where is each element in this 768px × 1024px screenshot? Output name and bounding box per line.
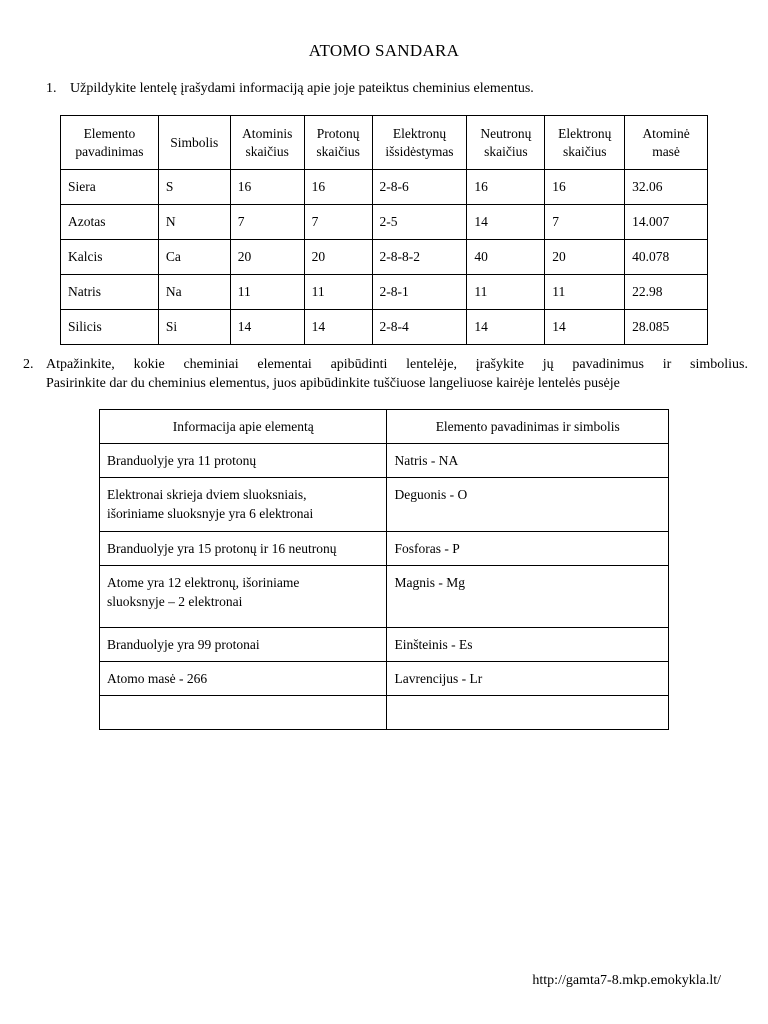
table-row: [61, 205, 708, 240]
table-cell: 2-8-6: [372, 170, 467, 205]
info-cell: Elektronai skrieja dviem sluoksniais, išoriniame sluoksnyje yra 6 elektronai: [100, 478, 387, 532]
table-cell: Na: [158, 275, 230, 310]
footer-url[interactable]: http://gamta7-8.mkp.emokykla.lt/: [532, 973, 721, 988]
header-cell: Atominė masė: [625, 116, 708, 170]
table-row: [100, 628, 669, 662]
table-cell: 14: [304, 310, 372, 345]
table-cell: 16: [230, 170, 304, 205]
table-row: [100, 478, 669, 532]
table-cell: 20: [304, 240, 372, 275]
table-cell: Ca: [158, 240, 230, 275]
table-row: [61, 275, 708, 310]
page-title: ATOMO SANDARA: [308, 41, 460, 60]
identification-table-header: [100, 410, 669, 444]
answer-cell[interactable]: Einšteinis - Es: [387, 628, 669, 662]
header-cell: Elemento pavadinimas ir simbolis: [387, 410, 669, 444]
info-cell: Branduolyje yra 15 protonų ir 16 neutronų: [100, 532, 387, 566]
elements-table: [60, 115, 708, 345]
table-cell: 20: [545, 240, 625, 275]
table-row: [100, 662, 669, 696]
header-cell: Simbolis: [158, 116, 230, 170]
table-cell: Siera: [61, 170, 159, 205]
table-cell: 2-5: [372, 205, 467, 240]
table-row: [100, 532, 669, 566]
table-row: [100, 444, 669, 478]
question-2: [23, 355, 748, 393]
table-cell: 14: [467, 310, 545, 345]
table-row: [100, 566, 669, 628]
answer-cell[interactable]: Lavrencijus - Lr: [387, 662, 669, 696]
header-cell: Elemento pavadinimas: [61, 116, 159, 170]
table-cell: 11: [467, 275, 545, 310]
answer-cell[interactable]: Fosforas - P: [387, 532, 669, 566]
info-cell[interactable]: [100, 696, 387, 730]
table-cell: Azotas: [61, 205, 159, 240]
question-1-text: Užpildykite lentelę įrašydami informaciją apie joje pateiktus cheminius elementus.: [70, 81, 534, 96]
table-cell: 2-8-1: [372, 275, 467, 310]
question-1-number: 1.: [46, 81, 57, 96]
table-cell: 40.078: [625, 240, 708, 275]
table-row: [61, 170, 708, 205]
table-cell: 2-8-8-2: [372, 240, 467, 275]
table-cell: 14: [230, 310, 304, 345]
table-cell: 11: [545, 275, 625, 310]
table-cell: 20: [230, 240, 304, 275]
question-2-number: 2.: [23, 357, 34, 372]
question-2-line-1: Atpažinkite, kokie cheminiai elementai apibūdinti lentelėje, įrašykite jų pavadinimus ir simbolius.: [46, 357, 748, 372]
header-cell: Elektronų skaičius: [545, 116, 625, 170]
info-cell: Branduolyje yra 99 protonai: [100, 628, 387, 662]
header-cell: Protonų skaičius: [304, 116, 372, 170]
table-cell: Silicis: [61, 310, 159, 345]
table-cell: 16: [545, 170, 625, 205]
table-cell: 32.06: [625, 170, 708, 205]
info-cell: Atome yra 12 elektronų, išoriniame sluoksnyje – 2 elektronai: [100, 566, 387, 628]
table-cell: 7: [304, 205, 372, 240]
table-cell: 40: [467, 240, 545, 275]
table-cell: 7: [230, 205, 304, 240]
elements-table-header: [61, 116, 708, 170]
info-cell: Branduolyje yra 11 protonų: [100, 444, 387, 478]
table-row: [61, 310, 708, 345]
table-cell: N: [158, 205, 230, 240]
info-cell: Atomo masė - 266: [100, 662, 387, 696]
table-row: [61, 240, 708, 275]
answer-cell[interactable]: Natris - NA: [387, 444, 669, 478]
header-cell: Atominis skaičius: [230, 116, 304, 170]
header-cell: Neutronų skaičius: [467, 116, 545, 170]
table-cell: 14: [545, 310, 625, 345]
table-cell: 11: [304, 275, 372, 310]
question-2-line-2: Pasirinkite dar du cheminius elementus, juos apibūdinkite tuščiuose langeliuose kairėje lentelės pusėje: [46, 376, 620, 391]
table-cell: 11: [230, 275, 304, 310]
header-cell: Informacija apie elementą: [100, 410, 387, 444]
question-1: [46, 81, 534, 97]
table-cell: 22.98: [625, 275, 708, 310]
table-cell: 28.085: [625, 310, 708, 345]
table-cell: 16: [467, 170, 545, 205]
table-row-empty: [100, 696, 669, 730]
header-cell: Elektronų išsidėstymas: [372, 116, 467, 170]
answer-cell[interactable]: [387, 696, 669, 730]
table-cell: 16: [304, 170, 372, 205]
answer-cell[interactable]: Deguonis - O: [387, 478, 669, 532]
table-cell: 2-8-4: [372, 310, 467, 345]
table-cell: S: [158, 170, 230, 205]
answer-cell[interactable]: Magnis - Mg: [387, 566, 669, 628]
identification-table: [99, 409, 669, 730]
table-cell: Natris: [61, 275, 159, 310]
table-cell: 14.007: [625, 205, 708, 240]
table-cell: Si: [158, 310, 230, 345]
table-cell: 14: [467, 205, 545, 240]
table-cell: Kalcis: [61, 240, 159, 275]
table-cell: 7: [545, 205, 625, 240]
